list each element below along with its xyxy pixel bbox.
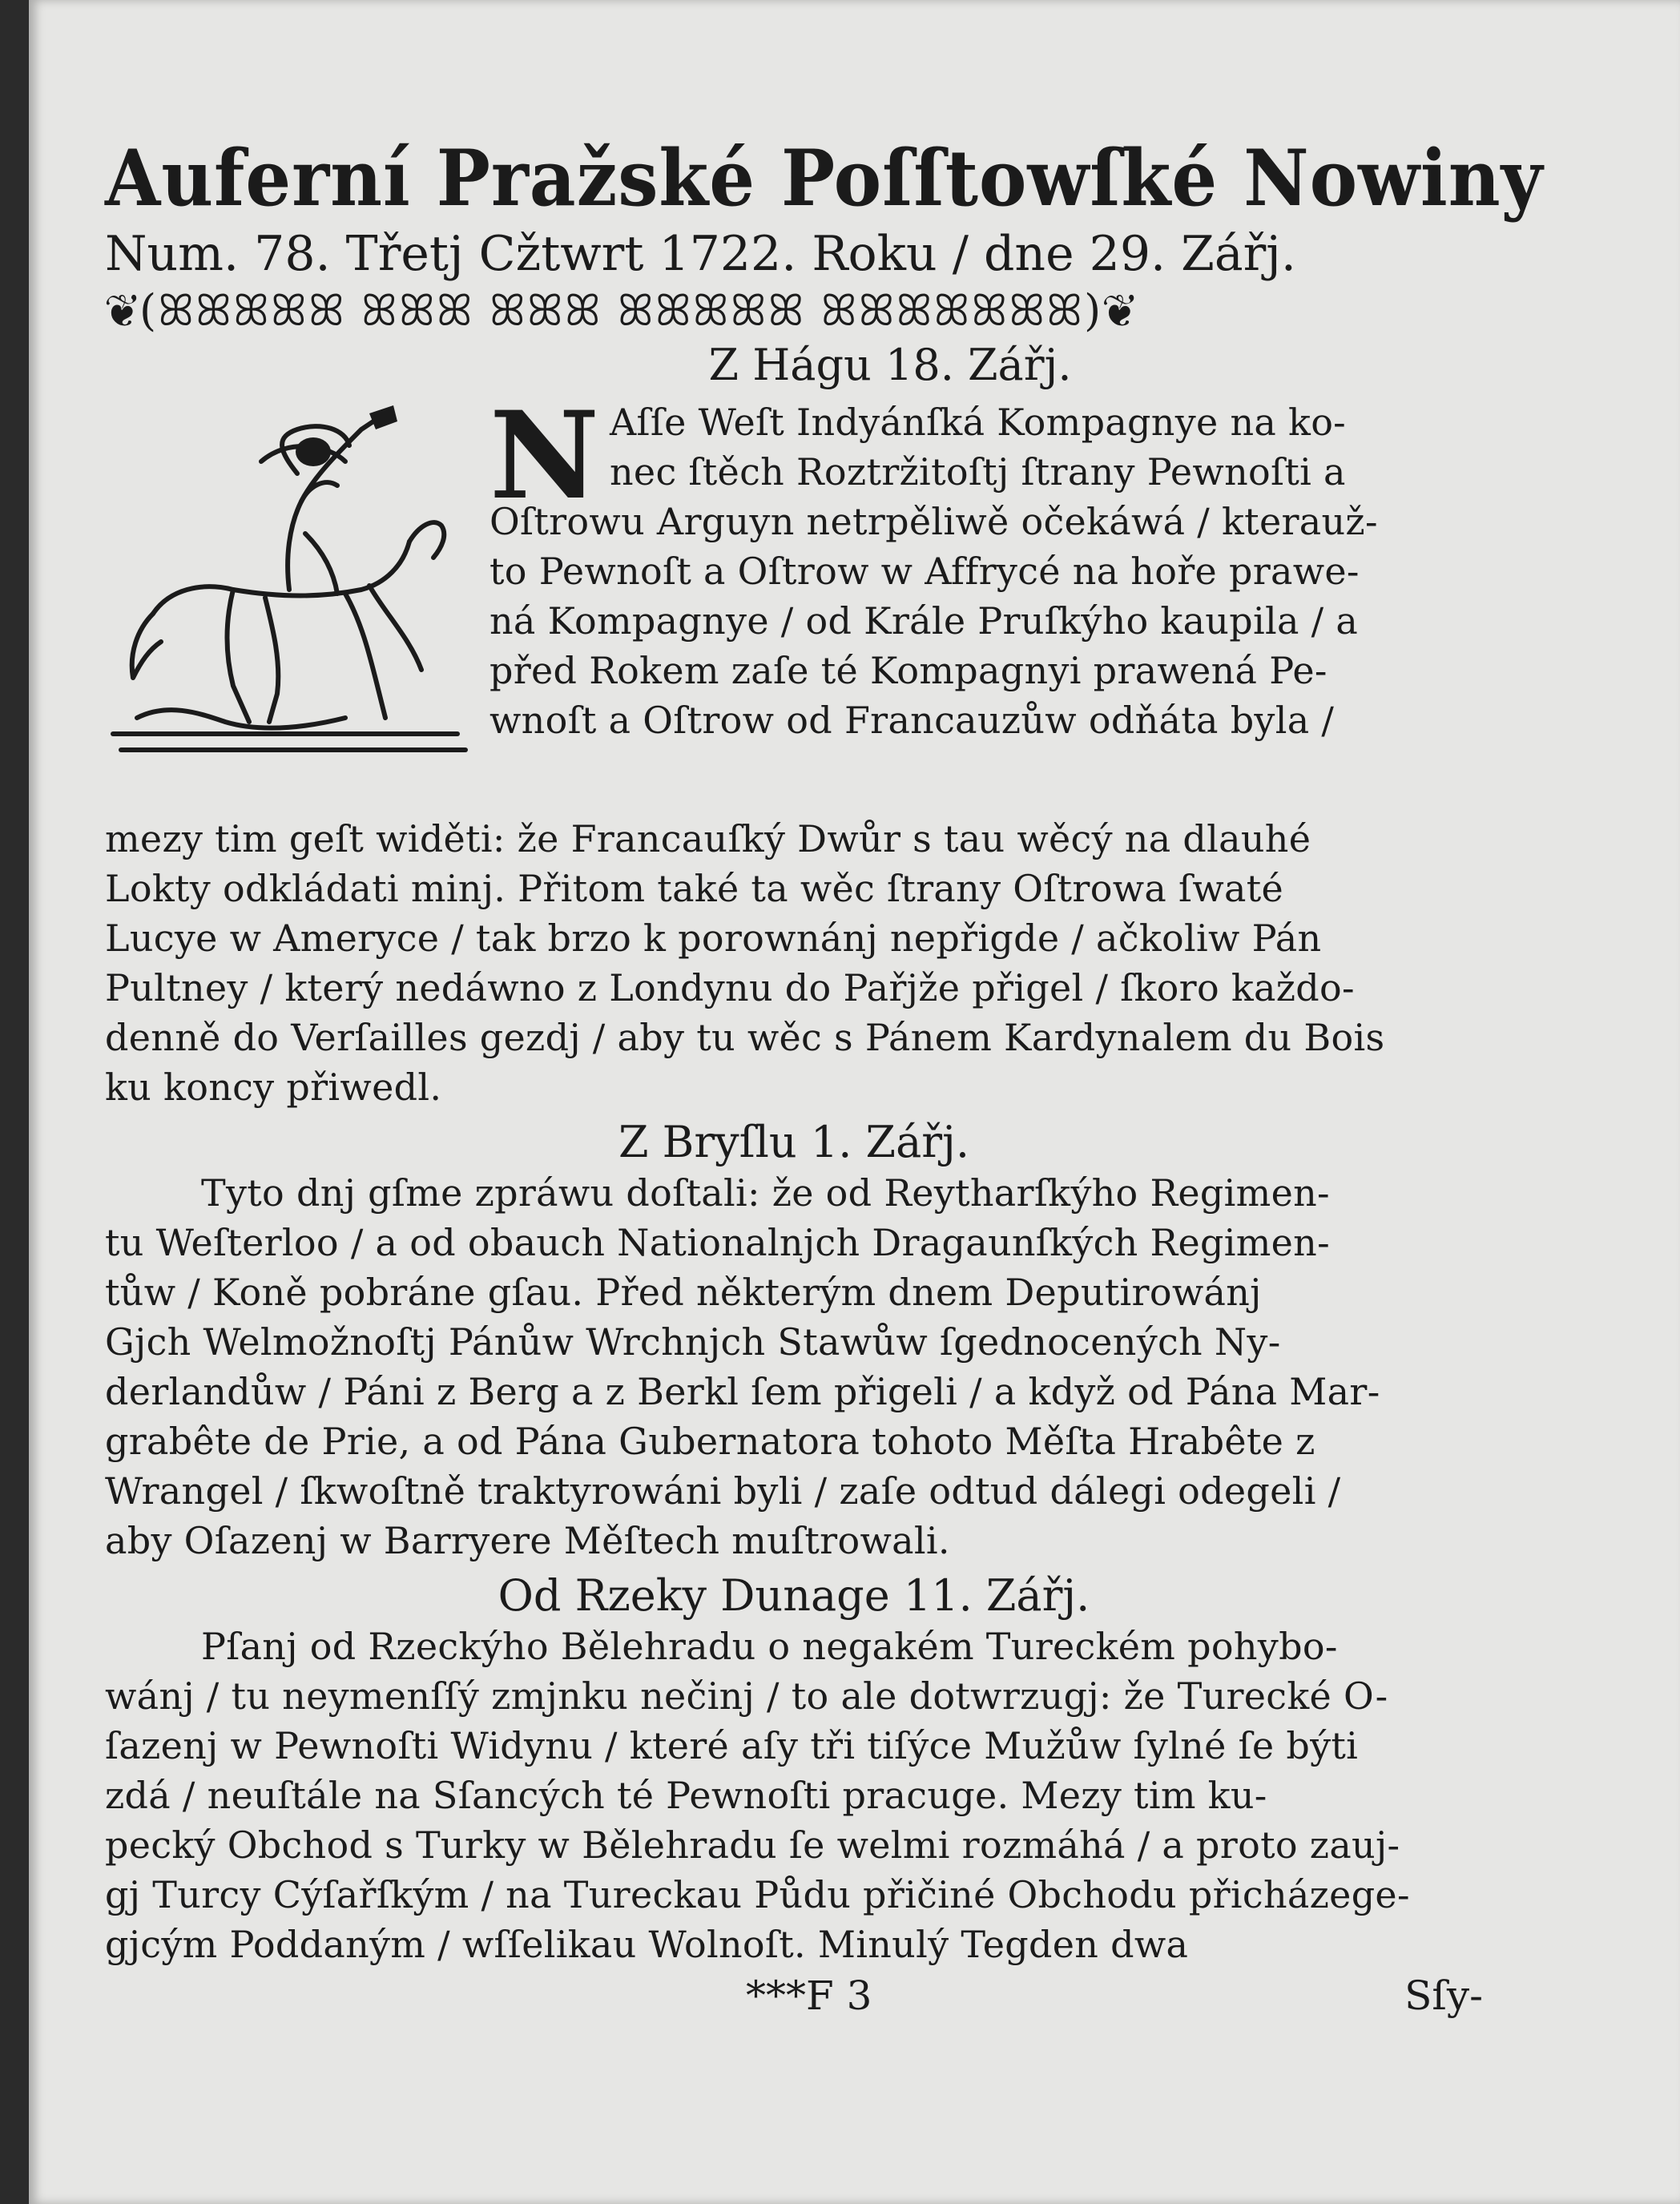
- dateline-brussels: Z Bryſlu 1. Zářj.: [618, 1117, 969, 1167]
- catchword: Sſy-: [1404, 1972, 1483, 2019]
- text-line: gj Turcy Cýſařſkým / na Tureckau Půdu přičiné Obchodu přicházege-: [105, 1873, 1410, 1916]
- text-line: to Pewnoſt a Oſtrow w Affrycé na hoře prawe-: [489, 550, 1360, 593]
- text-line: mezy tim geſt widěti: že Francauſký Dwůr s tau wěcý na dlauhé: [105, 817, 1311, 860]
- text-line: Pultney / který nedáwno z Londynu do Pařjže přigel / ſkoro každo-: [105, 966, 1355, 1009]
- issue-line: Num. 78. Třetj Cžtwrt 1722. Roku / dne 29. Zářj.: [105, 226, 1296, 282]
- dateline-hague: Z Hágu 18. Zářj.: [708, 340, 1072, 390]
- text-line: Lokty odkládati minj. Přitom také ta wěc ſtrany Oſtrowa ſwaté: [105, 867, 1284, 910]
- text-line: nec ſtěch Roztržitoſtj ſtrany Pewnoſti a: [610, 450, 1346, 494]
- text-line: ku koncy přiwedl.: [105, 1066, 442, 1109]
- text-line: Wrangel / ſkwoſtně traktyrowáni byli / zaſe odtud dálegi odegeli /: [105, 1469, 1341, 1513]
- article-danube: [105, 1570, 1483, 1969]
- article-body: [105, 1168, 1483, 1565]
- newspaper-page: [29, 0, 1680, 2204]
- text-line: aby Oſazenj w Barryere Měſtech muſtrowali.: [105, 1519, 950, 1562]
- article-body: [105, 814, 1483, 1112]
- rider-woodcut-illustration: [105, 397, 473, 782]
- text-line: Oſtrowu Arguyn netrpěliwě očekáwá / kterauž-: [489, 500, 1378, 543]
- article-hague: [105, 340, 1483, 1112]
- lead-text: [489, 385, 1483, 745]
- page-footer: [105, 1972, 1483, 2029]
- article-brussels: [105, 1117, 1483, 1565]
- text-line: wnoſt a Oſtrow od Francauzůw odňáta byla /: [489, 699, 1335, 742]
- text-line: před Rokem zaſe té Kompagnyi prawená Pe-: [489, 649, 1327, 692]
- text-line: tůw / Koně pobráne gſau. Před některým dnem Deputirowánj: [105, 1271, 1262, 1314]
- signature-mark: ***F 3: [746, 1972, 872, 2019]
- text-line: grabête de Prie, a od Pána Gubernatora tohoto Měſta Hrabête z: [105, 1420, 1315, 1463]
- text-line: derlandůw / Páni z Berg a z Berkl ſem přigeli / a když od Pána Mar-: [105, 1370, 1380, 1413]
- article-body: [105, 1622, 1483, 1969]
- text-line: gjcým Poddaným / wſſelikau Wolnoſt. Minulý Tegden dwa: [105, 1923, 1189, 1966]
- lead-block: [105, 385, 1483, 814]
- text-line: zdá / neuſtále na Sſancých té Pewnoſti pracuge. Mezy tim ku-: [105, 1774, 1267, 1817]
- text-line: wánj / tu neymenſſý zmjnku nečinj / to ale dotwrzugj: že Turecké O-: [105, 1674, 1388, 1718]
- text-line: Aſſe Weſt Indyánſká Kompagnye na ko-: [610, 401, 1347, 444]
- masthead-title: Auferní Pražské Poſſtowſké Nowiny: [105, 133, 1544, 224]
- text-line: ná Kompagnye / od Krále Pruſkýho kaupila / a: [489, 599, 1359, 643]
- text-line: pecký Obchod s Turky w Bělehradu ſe welmi rozmáhá / a proto zauj-: [105, 1823, 1400, 1867]
- ornament-rule: ❦(ꕤꕤꕤꕤꕤ ꕤꕤꕤ ꕤꕤꕤ ꕤꕤꕤꕤꕤ ꕤꕤꕤꕤꕤꕤꕤ)❦: [105, 285, 1138, 336]
- text-line: Pſanj od Rzeckýho Bělehradu o negakém Tureckém pohybo-: [201, 1625, 1338, 1668]
- drop-cap-initial: N: [489, 385, 600, 526]
- dateline-danube: Od Rzeky Dunage 11. Zářj.: [498, 1570, 1090, 1621]
- text-line: tu Weſterloo / a od obauch Nationalnjch Dragaunſkých Regimen-: [105, 1221, 1330, 1264]
- page-content: [105, 120, 1544, 2029]
- text-line: Tyto dnj gſme zpráwu doſtali: že od Reytharſkýho Regimen-: [201, 1171, 1330, 1215]
- text-line: Gjch Welmožnoſtj Pánůw Wrchnjch Stawůw ſgednocených Ny-: [105, 1320, 1281, 1364]
- text-line: Lucye w Ameryce / tak brzo k porownánj nepřigde / ačkoliw Pán: [105, 917, 1322, 960]
- text-line: ſazenj w Pewnoſti Widynu / které aſy tři tiſýce Mužůw ſylné ſe býti: [105, 1724, 1359, 1767]
- text-line: denně do Verſailles gezdj / aby tu wěc s Pánem Kardynalem du Bois: [105, 1016, 1385, 1059]
